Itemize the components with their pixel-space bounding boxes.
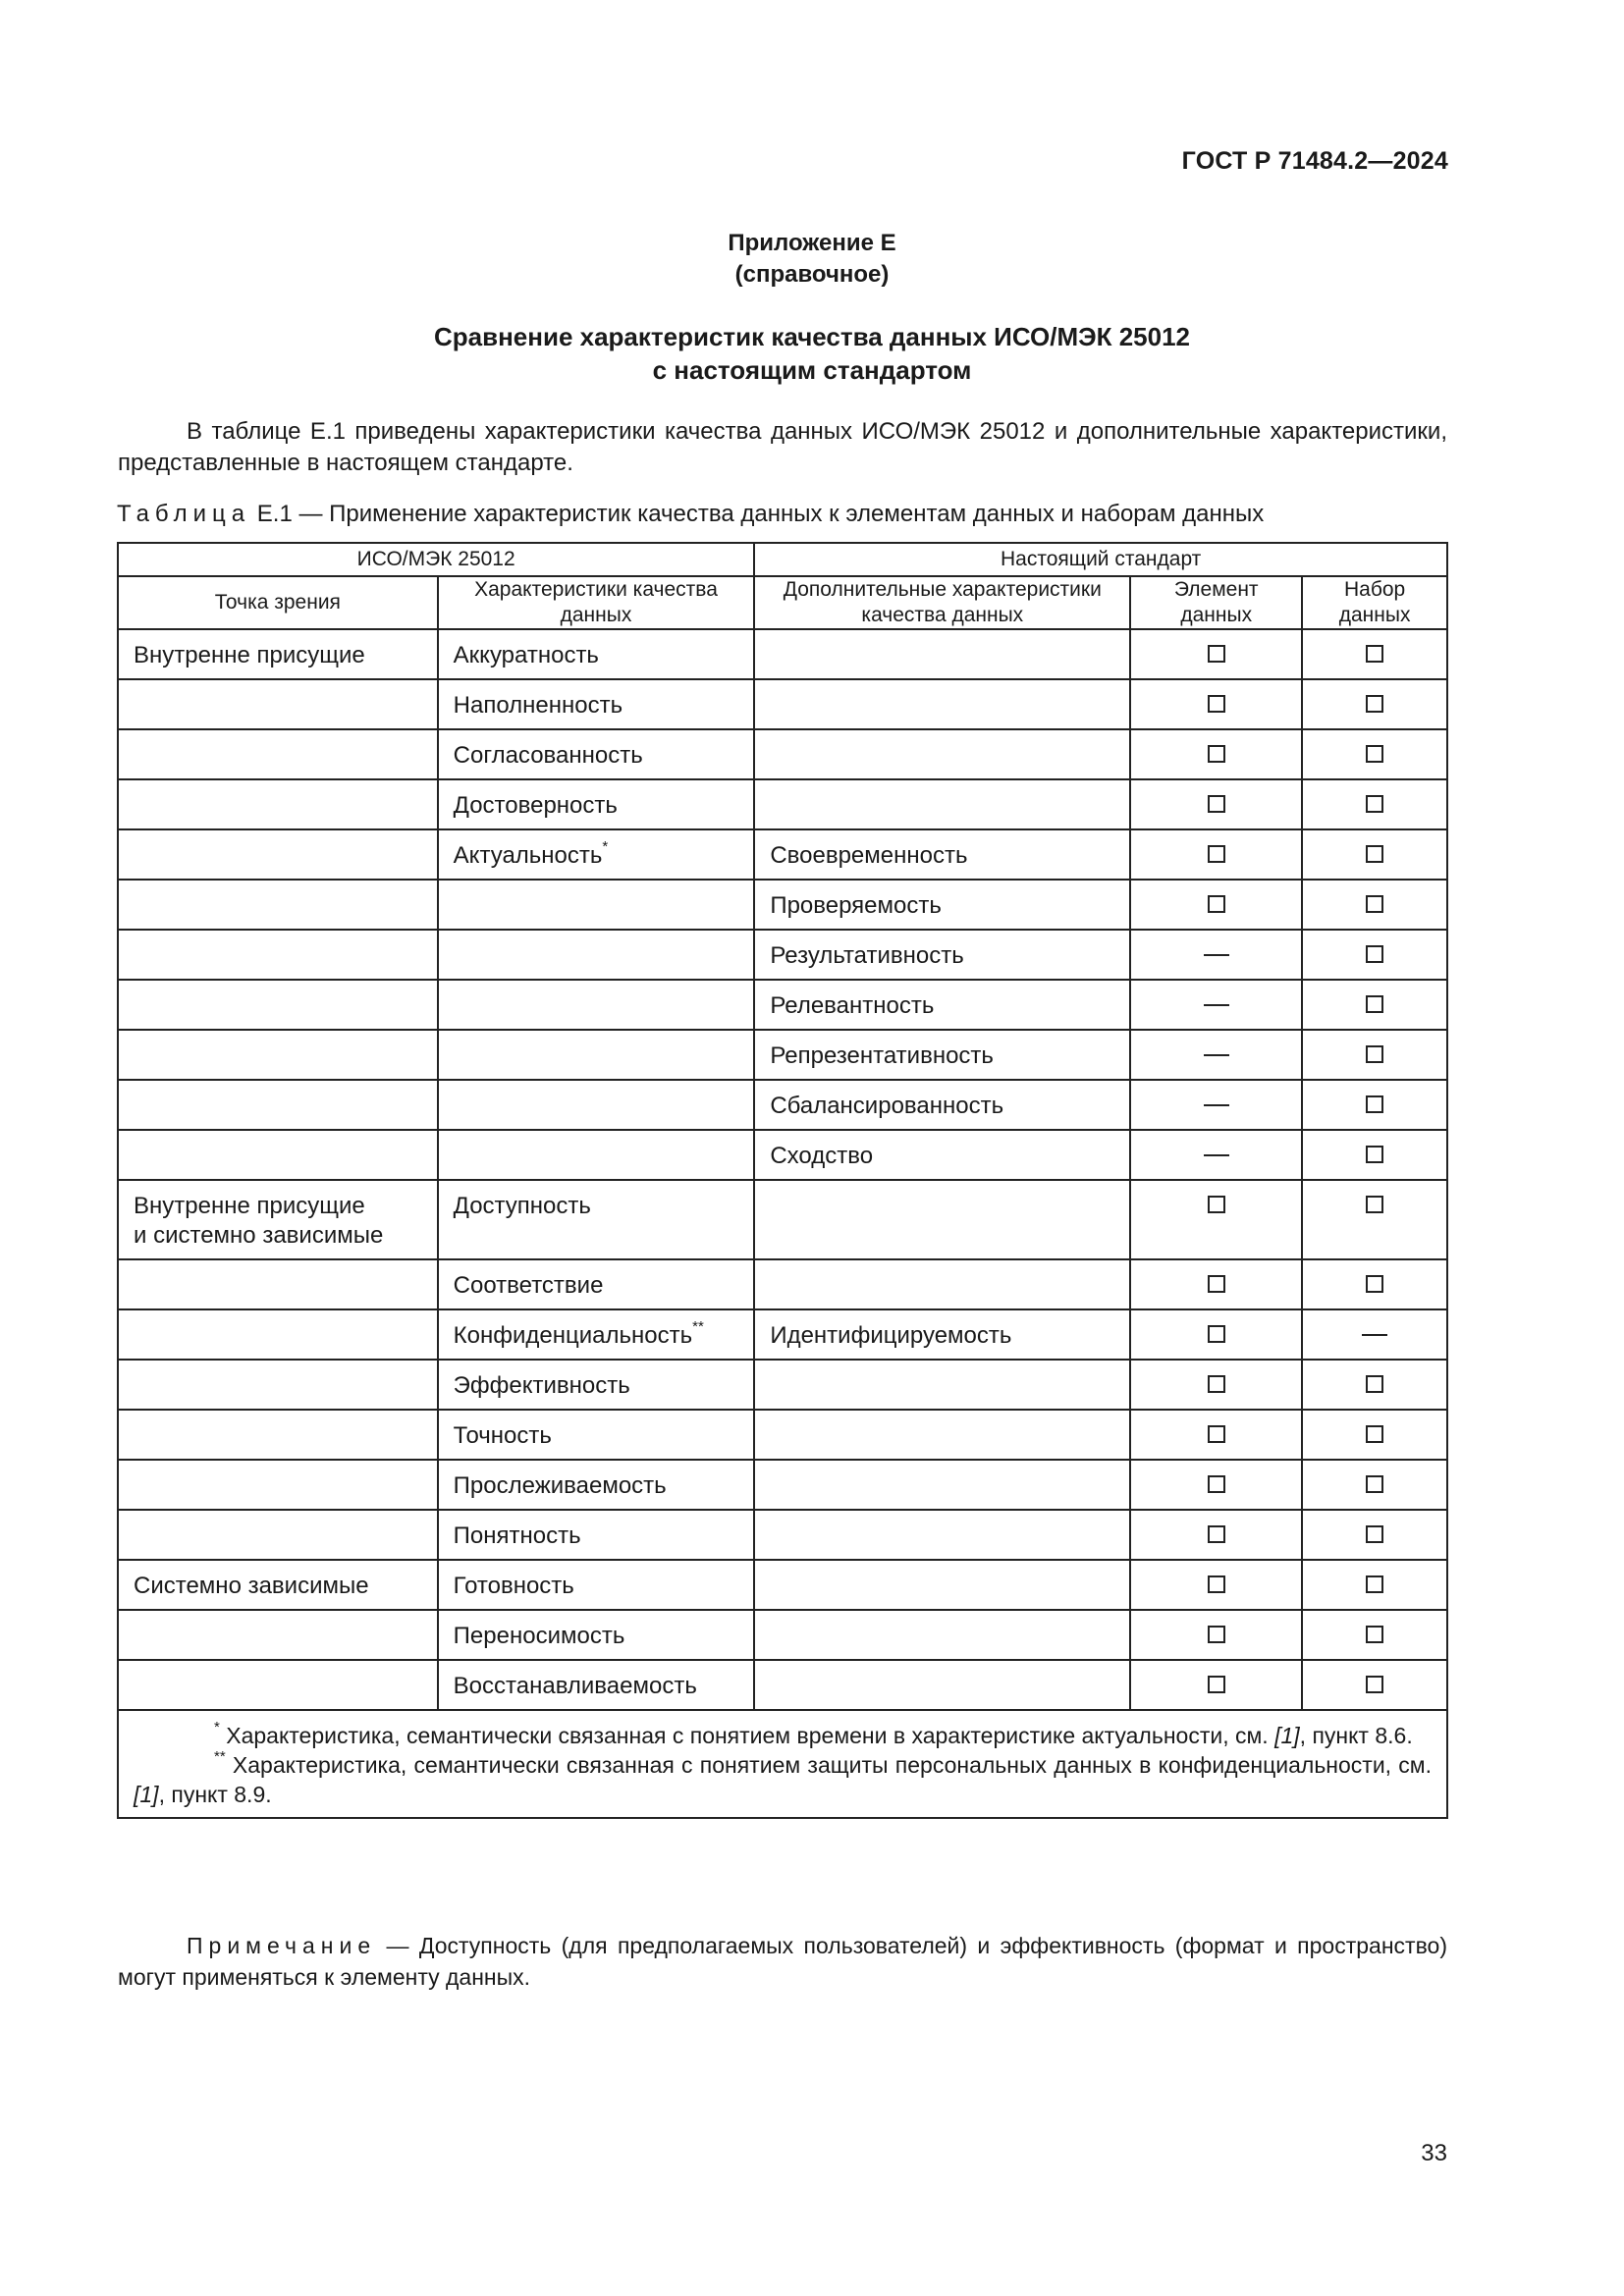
table-row xyxy=(118,1259,1447,1309)
cell-characteristic xyxy=(438,1410,755,1460)
table-caption xyxy=(117,501,1264,528)
checkbox-square-icon xyxy=(1208,1575,1225,1593)
checkbox-square-icon xyxy=(1366,1045,1383,1063)
note-text: — Доступность (для предполагаемых пользователей) и эффективность (формат и пространство) могут применяться к элементу данных. xyxy=(118,1933,1447,1990)
cell-viewpoint xyxy=(118,1309,438,1360)
cell-data-element xyxy=(1130,1660,1302,1710)
checkbox-square-icon xyxy=(1208,645,1225,663)
cell-viewpoint xyxy=(118,1080,438,1130)
checkbox-square-icon xyxy=(1366,995,1383,1013)
characteristic-text: Готовность xyxy=(453,1573,574,1599)
cell-data-set xyxy=(1302,880,1447,930)
characteristic-text: Актуальность xyxy=(453,842,603,869)
cell-data-element xyxy=(1130,1030,1302,1080)
cell-additional-characteristic xyxy=(754,1660,1130,1710)
note-label: Примечание xyxy=(187,1933,377,1958)
checkbox-square-icon xyxy=(1366,1475,1383,1493)
cell-characteristic xyxy=(438,679,755,729)
cell-viewpoint xyxy=(118,1130,438,1180)
footnotes-cell xyxy=(118,1710,1447,1818)
cell-data-element xyxy=(1130,1560,1302,1610)
cell-characteristic xyxy=(438,1660,755,1710)
cell-data-set xyxy=(1302,1410,1447,1460)
checkbox-square-icon xyxy=(1366,695,1383,713)
cell-data-set xyxy=(1302,1360,1447,1410)
cell-data-set xyxy=(1302,1660,1447,1710)
cell-data-element xyxy=(1130,1259,1302,1309)
checkbox-square-icon xyxy=(1366,1146,1383,1163)
cell-data-element xyxy=(1130,1080,1302,1130)
checkbox-square-icon xyxy=(1366,1575,1383,1593)
cell-viewpoint xyxy=(118,880,438,930)
characteristic-text: Достоверность xyxy=(453,792,618,819)
characteristic-text: Соответствие xyxy=(453,1272,604,1299)
cell-data-element xyxy=(1130,880,1302,930)
footnote-2 xyxy=(134,1750,1432,1809)
cell-characteristic xyxy=(438,1460,755,1510)
cell-viewpoint xyxy=(118,980,438,1030)
cell-characteristic xyxy=(438,629,755,679)
checkbox-square-icon xyxy=(1208,845,1225,863)
table-row xyxy=(118,1510,1447,1560)
table-row xyxy=(118,1360,1447,1410)
group-header-iso: ИСО/МЭК 25012 xyxy=(118,543,754,576)
checkbox-square-icon xyxy=(1366,645,1383,663)
cell-additional-characteristic: Результативность xyxy=(754,930,1130,980)
cell-data-set xyxy=(1302,1080,1447,1130)
checkbox-square-icon xyxy=(1366,1626,1383,1643)
table-row xyxy=(118,1130,1447,1180)
checkbox-square-icon xyxy=(1366,845,1383,863)
footnote-2-text: Характеристика, семантически связанная с понятием защиты персональных данных в конфиденциальности, см. xyxy=(232,1752,1432,1778)
cell-additional-characteristic xyxy=(754,1460,1130,1510)
viewpoint-text-line-2: и системно зависимые xyxy=(134,1222,384,1249)
em-dash-icon xyxy=(1204,1004,1229,1006)
column-header-viewpoint: Точка зрения xyxy=(118,576,438,629)
cell-data-set xyxy=(1302,980,1447,1030)
cell-data-element xyxy=(1130,1360,1302,1410)
cell-additional-characteristic xyxy=(754,779,1130,829)
cell-viewpoint xyxy=(118,1410,438,1460)
table-row xyxy=(118,980,1447,1030)
characteristic-text: Доступность xyxy=(453,1193,591,1219)
checkbox-square-icon xyxy=(1366,1375,1383,1393)
cell-additional-characteristic xyxy=(754,1610,1130,1660)
table-caption-text: Е.1 — Применение характеристик качества данных к элементам данных и наборам данных xyxy=(256,501,1265,527)
note-paragraph xyxy=(118,1930,1447,1993)
cell-viewpoint xyxy=(118,1030,438,1080)
viewpoint-text: Системно зависимые xyxy=(134,1573,369,1599)
column-header-data-element: Элемент данных xyxy=(1130,576,1302,629)
checkbox-square-icon xyxy=(1366,1095,1383,1113)
characteristic-text: Переносимость xyxy=(453,1623,625,1649)
footnote-marker: ** xyxy=(692,1318,704,1335)
cell-data-set xyxy=(1302,1309,1447,1360)
table-row xyxy=(118,880,1447,930)
checkbox-square-icon xyxy=(1366,1425,1383,1443)
cell-additional-characteristic: Сходство xyxy=(754,1130,1130,1180)
characteristic-text: Прослеживаемость xyxy=(453,1472,667,1499)
checkbox-square-icon xyxy=(1208,745,1225,763)
footnote-1-mark: * xyxy=(214,1719,220,1735)
cell-additional-characteristic xyxy=(754,679,1130,729)
table-footnotes xyxy=(118,1710,1447,1818)
cell-additional-characteristic xyxy=(754,1180,1130,1259)
table-row xyxy=(118,1410,1447,1460)
cell-additional-characteristic: Сбалансированность xyxy=(754,1080,1130,1130)
cell-characteristic xyxy=(438,1130,755,1180)
checkbox-square-icon xyxy=(1208,1375,1225,1393)
intro-paragraph: В таблице Е.1 приведены характеристики качества данных ИСО/МЭК 25012 и дополнительные характеристики, представленные в настоящем стандарте. xyxy=(118,418,1447,476)
table-row xyxy=(118,629,1447,679)
table-row xyxy=(118,1180,1447,1259)
appendix-kind: (справочное) xyxy=(734,261,890,288)
cell-data-set xyxy=(1302,829,1447,880)
cell-data-element xyxy=(1130,1180,1302,1259)
column-header-data-set: Набор данных xyxy=(1302,576,1447,629)
checkbox-square-icon xyxy=(1366,945,1383,963)
footnote-2-tail: , пункт 8.9. xyxy=(158,1782,272,1807)
cell-characteristic xyxy=(438,930,755,980)
cell-viewpoint xyxy=(118,1180,438,1259)
cell-data-set xyxy=(1302,779,1447,829)
document-title-line-2: с настоящим стандартом xyxy=(652,355,972,385)
cell-characteristic xyxy=(438,1560,755,1610)
footnote-2-ref: [1] xyxy=(134,1782,159,1807)
cell-characteristic xyxy=(438,980,755,1030)
cell-additional-characteristic: Своевременность xyxy=(754,829,1130,880)
table-body xyxy=(118,629,1447,1710)
cell-additional-characteristic xyxy=(754,729,1130,779)
cell-additional-characteristic xyxy=(754,1560,1130,1610)
cell-viewpoint xyxy=(118,729,438,779)
cell-additional-characteristic: Репрезентативность xyxy=(754,1030,1130,1080)
table-row xyxy=(118,829,1447,880)
table-row xyxy=(118,1030,1447,1080)
quality-characteristics-table xyxy=(117,542,1448,1819)
footnote-1-text: Характеристика, семантически связанная с понятием времени в характеристике актуальности, см. xyxy=(226,1723,1275,1748)
cell-viewpoint xyxy=(118,779,438,829)
cell-additional-characteristic xyxy=(754,1410,1130,1460)
cell-viewpoint xyxy=(118,1259,438,1309)
cell-additional-characteristic xyxy=(754,1259,1130,1309)
cell-data-set xyxy=(1302,1460,1447,1510)
characteristic-text: Согласованность xyxy=(453,742,643,769)
group-header-current-standard: Настоящий стандарт xyxy=(754,543,1447,576)
characteristic-text: Эффективность xyxy=(453,1372,630,1399)
checkbox-square-icon xyxy=(1208,1475,1225,1493)
checkbox-square-icon xyxy=(1208,1325,1225,1343)
cell-data-set xyxy=(1302,679,1447,729)
footnote-1 xyxy=(134,1721,1432,1750)
cell-viewpoint xyxy=(118,1660,438,1710)
characteristic-text: Понятность xyxy=(453,1522,581,1549)
checkbox-square-icon xyxy=(1208,1676,1225,1693)
footnote-marker: * xyxy=(602,838,609,855)
cell-data-element xyxy=(1130,779,1302,829)
table-row xyxy=(118,679,1447,729)
em-dash-icon xyxy=(1204,1054,1229,1056)
cell-viewpoint xyxy=(118,1610,438,1660)
table-row xyxy=(118,1660,1447,1710)
table-row xyxy=(118,729,1447,779)
cell-data-element xyxy=(1130,980,1302,1030)
cell-data-element xyxy=(1130,1510,1302,1560)
cell-data-element xyxy=(1130,1130,1302,1180)
table-row xyxy=(118,1460,1447,1510)
table-caption-label: Таблица xyxy=(117,501,251,527)
cell-characteristic xyxy=(438,1180,755,1259)
table-row xyxy=(118,779,1447,829)
appendix-heading xyxy=(0,228,1624,291)
characteristic-text: Наполненность xyxy=(453,692,623,719)
checkbox-square-icon xyxy=(1366,795,1383,813)
cell-data-element xyxy=(1130,729,1302,779)
cell-data-element xyxy=(1130,629,1302,679)
cell-additional-characteristic xyxy=(754,1510,1130,1560)
cell-data-set xyxy=(1302,930,1447,980)
cell-characteristic xyxy=(438,729,755,779)
cell-viewpoint xyxy=(118,1360,438,1410)
footnote-2-mark: ** xyxy=(214,1748,226,1765)
em-dash-icon xyxy=(1204,1154,1229,1156)
checkbox-square-icon xyxy=(1366,1525,1383,1543)
cell-viewpoint xyxy=(118,1510,438,1560)
cell-data-set xyxy=(1302,729,1447,779)
cell-data-set xyxy=(1302,1259,1447,1309)
cell-additional-characteristic: Релевантность xyxy=(754,980,1130,1030)
document-title-line-1: Сравнение характеристик качества данных ИСО/МЭК 25012 xyxy=(433,322,1190,351)
table-row xyxy=(118,930,1447,980)
cell-data-set xyxy=(1302,629,1447,679)
appendix-title: Приложение Е xyxy=(728,230,896,256)
checkbox-square-icon xyxy=(1208,1425,1225,1443)
cell-viewpoint xyxy=(118,1560,438,1610)
cell-viewpoint xyxy=(118,679,438,729)
characteristic-text: Восстанавливаемость xyxy=(453,1673,697,1699)
cell-viewpoint xyxy=(118,1460,438,1510)
table-row xyxy=(118,1080,1447,1130)
cell-viewpoint xyxy=(118,930,438,980)
cell-data-set xyxy=(1302,1030,1447,1080)
table-row xyxy=(118,1610,1447,1660)
characteristic-text: Аккуратность xyxy=(453,642,599,668)
characteristic-text: Конфиденциальность xyxy=(453,1322,693,1349)
checkbox-square-icon xyxy=(1366,745,1383,763)
table-row xyxy=(118,1560,1447,1610)
cell-data-element xyxy=(1130,1410,1302,1460)
cell-characteristic xyxy=(438,1259,755,1309)
em-dash-icon xyxy=(1362,1334,1387,1336)
page-number: 33 xyxy=(1421,2140,1447,2166)
viewpoint-text: Внутренне присущие xyxy=(134,642,365,668)
checkbox-square-icon xyxy=(1208,1196,1225,1213)
cell-characteristic xyxy=(438,829,755,880)
checkbox-square-icon xyxy=(1208,1525,1225,1543)
characteristic-text: Точность xyxy=(453,1422,552,1449)
cell-characteristic xyxy=(438,779,755,829)
viewpoint-text: Внутренне присущие xyxy=(134,1193,365,1219)
cell-characteristic xyxy=(438,880,755,930)
cell-data-set xyxy=(1302,1560,1447,1610)
footnote-1-ref: [1] xyxy=(1274,1723,1300,1748)
cell-data-element xyxy=(1130,679,1302,729)
cell-additional-characteristic: Идентифицируемость xyxy=(754,1309,1130,1360)
cell-data-element xyxy=(1130,930,1302,980)
cell-data-set xyxy=(1302,1130,1447,1180)
cell-viewpoint xyxy=(118,629,438,679)
checkbox-square-icon xyxy=(1208,695,1225,713)
checkbox-square-icon xyxy=(1208,1626,1225,1643)
em-dash-icon xyxy=(1204,1104,1229,1106)
standard-designation: ГОСТ Р 71484.2—2024 xyxy=(1181,147,1448,175)
cell-data-element xyxy=(1130,829,1302,880)
checkbox-square-icon xyxy=(1366,1196,1383,1213)
cell-characteristic xyxy=(438,1510,755,1560)
cell-data-element xyxy=(1130,1610,1302,1660)
cell-viewpoint xyxy=(118,829,438,880)
footnote-1-tail: , пункт 8.6. xyxy=(1299,1723,1413,1748)
checkbox-square-icon xyxy=(1208,895,1225,913)
cell-data-set xyxy=(1302,1610,1447,1660)
cell-characteristic xyxy=(438,1080,755,1130)
document-title xyxy=(0,320,1624,387)
checkbox-square-icon xyxy=(1208,795,1225,813)
cell-additional-characteristic: Проверяемость xyxy=(754,880,1130,930)
cell-data-set xyxy=(1302,1510,1447,1560)
cell-characteristic xyxy=(438,1030,755,1080)
checkbox-square-icon xyxy=(1208,1275,1225,1293)
cell-data-element xyxy=(1130,1460,1302,1510)
cell-additional-characteristic xyxy=(754,1360,1130,1410)
em-dash-icon xyxy=(1204,954,1229,956)
cell-additional-characteristic xyxy=(754,629,1130,679)
cell-characteristic xyxy=(438,1309,755,1360)
checkbox-square-icon xyxy=(1366,1275,1383,1293)
table-row xyxy=(118,1309,1447,1360)
column-header-additional: Дополнительные характеристики качества данных xyxy=(754,576,1130,629)
cell-characteristic xyxy=(438,1610,755,1660)
cell-data-set xyxy=(1302,1180,1447,1259)
checkbox-square-icon xyxy=(1366,1676,1383,1693)
column-header-characteristics: Характеристики качества данных xyxy=(438,576,755,629)
cell-data-element xyxy=(1130,1309,1302,1360)
cell-characteristic xyxy=(438,1360,755,1410)
checkbox-square-icon xyxy=(1366,895,1383,913)
